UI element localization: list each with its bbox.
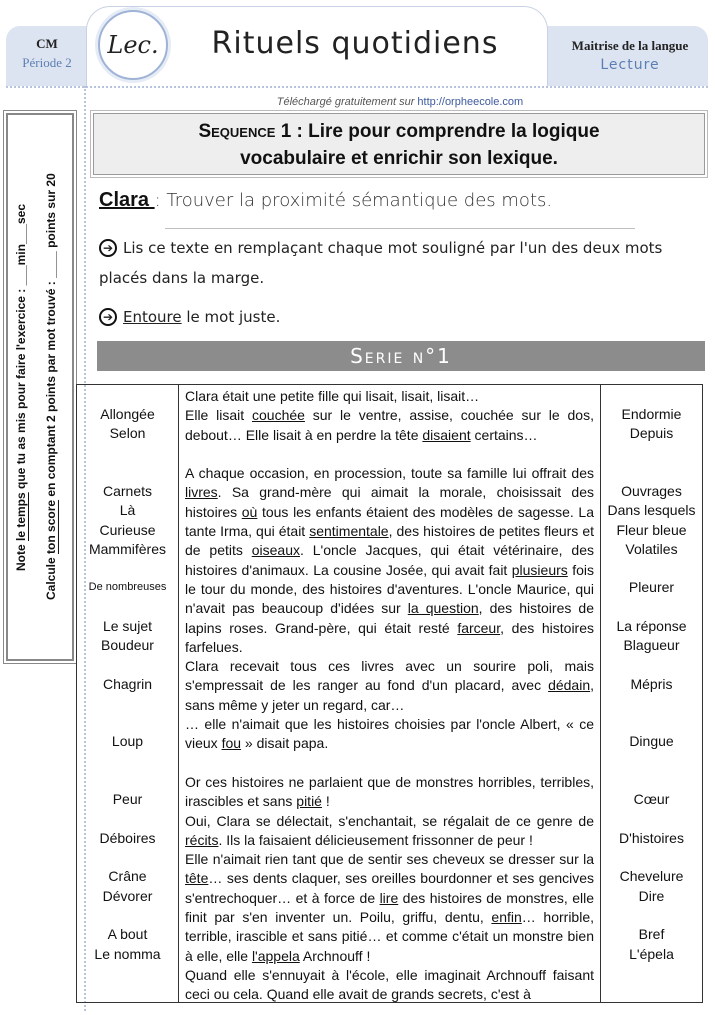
class-level: CM: [36, 36, 58, 51]
score-text-underlined: ton score: [44, 500, 58, 555]
right-option[interactable]: La réponse: [616, 618, 687, 634]
exercise-table: [76, 384, 703, 1003]
exercise-heading: [99, 189, 552, 212]
right-option[interactable]: Endormie: [621, 406, 682, 422]
time-text-underlined: le temps: [14, 491, 28, 541]
story-line: Clara était une petite fille qui lisait, lisait, lisait…: [185, 388, 480, 404]
left-option[interactable]: Chagrin: [102, 676, 153, 692]
download-notice: [90, 96, 710, 108]
right-option[interactable]: Volatiles: [625, 541, 678, 557]
story-paragraph: Elle n'aimait rien tant que de sentir ses cheveux se dresser sur la tête… ses dents claquer, ses oreilles bourdonner et ses gencives s'entrechoquer… et à force de lire des histoires de monstres, elle finit par s'en inventer un. Poilu, griffu, dentu, enfin… horrible, terrible, irascible et sans pitié… et comme c'était un monstre bien à elle, elle l'appela Archnouff !: [185, 851, 595, 964]
sequence-line-1-rest: : Lire pour comprendre la logique: [291, 121, 600, 142]
subject-label: Lecture: [600, 57, 660, 73]
domain-label: Maitrise de la langue: [571, 38, 689, 53]
right-option[interactable]: Fleur bleue: [616, 522, 687, 538]
header-left: [6, 36, 88, 71]
score-box: [6, 113, 74, 661]
score-text-a: Calcule: [44, 554, 58, 601]
paragraph-gap: [185, 754, 594, 773]
underlined-word: tête: [185, 870, 209, 887]
underlined-word: où: [241, 503, 258, 520]
arrow-right-icon: ➔: [99, 239, 117, 257]
underlined-word: lire: [379, 889, 399, 906]
instruction-1-text: Lis ce texte en remplaçant chaque mot souligné par l'un des deux mots placés dans la marge.: [99, 239, 663, 287]
paragraph-gap: [185, 445, 594, 464]
left-option[interactable]: Déboires: [99, 830, 156, 846]
right-option[interactable]: Bref: [638, 926, 665, 942]
underlined-word: livres: [185, 484, 218, 501]
header-right: [552, 38, 708, 73]
right-option[interactable]: Dire: [638, 888, 665, 904]
right-option[interactable]: Chevelure: [619, 868, 684, 884]
underlined-word: enfin: [491, 909, 522, 926]
underlined-word: plusieurs: [511, 561, 568, 578]
heading-underline: [165, 228, 635, 229]
story-paragraph: Or ces histoires ne parlaient que de monstres horribles, terribles, irascibles et sans pitié !: [185, 773, 594, 810]
story-paragraph: Elle lisait couchée sur le ventre, assise, couchée sur le dos, debout… Elle lisait à en perdre la tête disaient certains…: [185, 407, 594, 443]
time-text-b: que tu as mis pour faire l'exercice : ___min___sec: [14, 203, 28, 492]
left-options-column: [77, 385, 179, 1002]
left-option[interactable]: Crâne: [108, 868, 147, 884]
download-link[interactable]: http://orpheecole.com: [417, 96, 524, 108]
instruction-2-text: le mot juste.: [181, 308, 281, 326]
right-option[interactable]: Blagueur: [623, 637, 680, 653]
sequence-box: [93, 113, 705, 175]
story-text-column: [179, 385, 601, 1002]
left-option[interactable]: A bout: [107, 926, 148, 942]
right-options-column: [601, 385, 702, 1002]
underlined-word: couchée: [252, 407, 305, 424]
underlined-word: fou: [221, 735, 242, 752]
right-option[interactable]: L'épela: [629, 946, 674, 962]
sequence-label: Sequence 1: [198, 121, 292, 142]
story-paragraph: Oui, Clara se délectait, s'enchantait, se régalait de ce genre de récits. Ils la faisaient délicieusement frissonner de peur !: [185, 812, 594, 848]
left-option[interactable]: Loup: [111, 733, 144, 749]
right-option[interactable]: D'histoires: [619, 830, 684, 846]
page-title: Rituels quotidiens: [211, 26, 499, 61]
instruction-1: [99, 233, 707, 293]
score-instruction: [44, 115, 68, 659]
series-banner: Serie n°1: [97, 341, 705, 371]
story-paragraph: Quand elle s'ennuyait à l'école, elle imaginait Archnouff faisant ceci ou cela. Quand elle avait de grands secrets, c'est à: [185, 966, 594, 1003]
underlined-word: l'appela: [251, 947, 300, 964]
underlined-word: oiseaux: [251, 542, 301, 559]
header-dotted-line: [6, 86, 708, 88]
sequence-line-2: vocabulaire et enrichir son lexique.: [240, 148, 558, 169]
underlined-word: farceur: [457, 619, 501, 636]
score-text-b: en comptant 2 points par mot trouvé : ____ points sur 20: [44, 173, 58, 501]
story-paragraph: … elle n'aimait que les histoires choisies par l'oncle Albert, « ce vieux fou » disait papa.: [185, 716, 594, 752]
time-instruction: [14, 115, 38, 659]
download-prefix: Téléchargé gratuitement sur: [276, 96, 418, 108]
time-text-a: Note: [14, 540, 28, 571]
left-option[interactable]: De nombreuses: [88, 581, 167, 593]
underlined-word: sentimentale: [309, 523, 389, 540]
underlined-word: récits: [185, 831, 219, 848]
left-option[interactable]: Là: [119, 502, 136, 518]
lecture-logo: [98, 10, 168, 80]
underlined-word: la question: [407, 600, 479, 617]
right-option[interactable]: Ouvrages: [621, 483, 682, 499]
underlined-word: disaient: [422, 426, 471, 443]
left-option[interactable]: Curieuse: [99, 522, 156, 538]
story-paragraph: A chaque occasion, en procession, toute sa famille lui offrait des livres. Sa grand-mère qui aimait la morale, choisissait des histoires où tous les enfants étaient des modèles de sagesse. La tante Irma, qui était sentimentale, des histoires de petites fleurs et de petits oiseaux. L'oncle Jacques, qui était vétérinaire, des histoires d'animaux. La cousine Josée, qui avait fait plusieurs fois le tour du monde, des histoires d'aventures. L'oncle Maurice, qui n'avait pas beaucoup d'idées sur la question, des histoires de lapins roses. Grand-père, qui était resté farceur, des histoires farfelues.: [185, 465, 595, 655]
right-option[interactable]: Dans lesquels: [607, 502, 696, 518]
right-option[interactable]: Depuis: [629, 425, 674, 441]
left-option[interactable]: Allongée: [100, 406, 155, 422]
left-option[interactable]: Dévorer: [102, 888, 153, 904]
right-option[interactable]: Pleurer: [628, 579, 675, 595]
period-label: Période 2: [22, 55, 72, 70]
left-option[interactable]: Carnets: [102, 483, 153, 499]
instruction-2-underlined: Entoure: [123, 308, 182, 326]
right-option[interactable]: Cœur: [633, 791, 670, 807]
left-option[interactable]: Peur: [112, 791, 143, 807]
left-option[interactable]: Boudeur: [101, 637, 154, 653]
arrow-right-icon: ➔: [99, 308, 117, 326]
sequence-line-1: [94, 118, 704, 145]
right-option[interactable]: Mépris: [630, 676, 673, 692]
underlined-word: dédain: [548, 677, 591, 694]
left-option[interactable]: Mammifères: [88, 541, 166, 557]
exercise-name: Clara: [99, 189, 155, 211]
left-option[interactable]: Le nomma: [94, 946, 161, 962]
logo-text: Lec.: [107, 31, 159, 59]
left-option[interactable]: Selon: [109, 425, 146, 441]
right-option[interactable]: Dingue: [629, 733, 674, 749]
story-paragraph: Clara recevait tous ces livres avec un sourire poli, mais s'empressait de les ranger au fond d'un placard, avec dédain, sans même y jeter un regard, car…: [185, 658, 594, 713]
underlined-word: pitié: [296, 793, 322, 810]
exercise-description: : Trouver la proximité sémantique des mots.: [154, 190, 553, 211]
instruction-2: [99, 302, 707, 332]
left-option[interactable]: Le sujet: [102, 618, 153, 634]
